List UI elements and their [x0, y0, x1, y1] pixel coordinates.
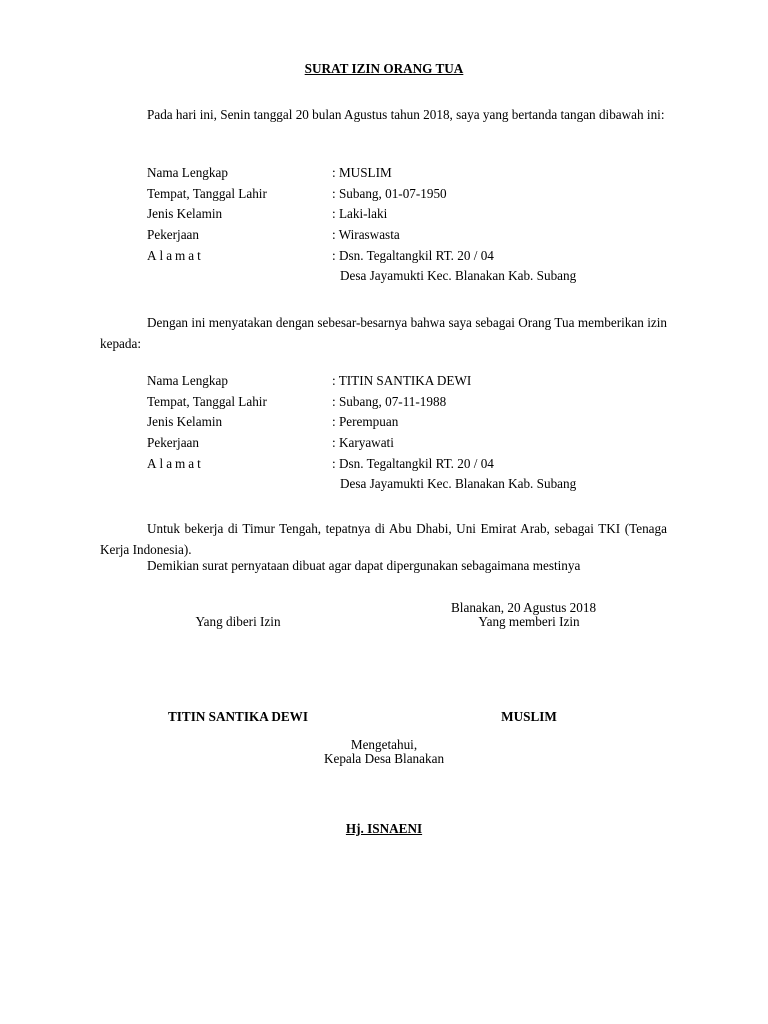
child-address-value: : Dsn. Tegaltangkil RT. 20 / 04 — [332, 455, 494, 471]
parent-address-value: : Dsn. Tegaltangkil RT. 20 / 04 — [332, 247, 494, 263]
place-date: Blanakan, 20 Agustus 2018 — [451, 600, 597, 615]
child-address-value-2: Desa Jayamukti Kec. Blanakan Kab. Subang — [340, 476, 577, 492]
opening-paragraph: Pada hari ini, Senin tanggal 20 bulan Agustus tahun 2018, saya yang bertanda tangan dibawah ini: — [147, 107, 665, 122]
purpose-paragraph: Untuk bekerja di Timur Tengah, tepatnya di Abu Dhabi, Uni Emirat Arab, sebagai TKI (Tenaga Kerja Indonesia). — [100, 521, 667, 557]
label-kelamin: Jenis Kelamin — [147, 206, 223, 222]
child-ttl-value: : Subang, 07-11-1988 — [332, 393, 447, 409]
recipient-signature-name: TITIN SANTIKA DEWI — [168, 709, 308, 724]
giver-caption: Yang memberi Izin — [478, 614, 580, 629]
parent-job-value: : Wiraswasta — [332, 227, 400, 243]
recipient-caption: Yang diberi Izin — [195, 614, 281, 629]
label-pekerjaan: Pekerjaan — [147, 227, 199, 243]
parent-ttl-value: : Subang, 01-07-1950 — [332, 185, 447, 201]
closing-sentence: Demikian surat pernyataan dibuat agar dapat dipergunakan sebagaimana mestinya — [147, 558, 581, 573]
statement-paragraph: Dengan ini menyatakan dengan sebesar-besarnya bahwa saya sebagai Orang Tua memberikan izin kepada: — [100, 315, 667, 351]
letter-title: SURAT IZIN ORANG TUA — [304, 61, 464, 76]
witness-position: Kepala Desa Blanakan — [323, 751, 445, 766]
parent-name-value: : MUSLIM — [332, 165, 392, 180]
label-kelamin: Jenis Kelamin — [147, 414, 223, 430]
child-name-value: : TITIN SANTIKA DEWI — [332, 373, 472, 388]
giver-signature-name: MUSLIM — [501, 709, 557, 724]
parent-address-value-2: Desa Jayamukti Kec. Blanakan Kab. Subang — [340, 268, 577, 284]
label-ttl: Tempat, Tanggal Lahir — [147, 393, 267, 409]
label-alamat: Alamat — [147, 247, 204, 263]
witness-name: Hj. ISNAENI — [345, 821, 423, 836]
label-nama: Nama Lengkap — [147, 165, 228, 180]
parent-gender-value: : Laki-laki — [332, 206, 388, 222]
acknowledgement-label: Mengetahui, — [350, 737, 418, 752]
label-pekerjaan: Pekerjaan — [147, 435, 199, 451]
label-ttl: Tempat, Tanggal Lahir — [147, 185, 267, 201]
child-job-value: : Karyawati — [332, 435, 394, 451]
label-nama: Nama Lengkap — [147, 373, 228, 388]
label-alamat: Alamat — [147, 455, 204, 471]
child-gender-value: : Perempuan — [332, 414, 399, 430]
